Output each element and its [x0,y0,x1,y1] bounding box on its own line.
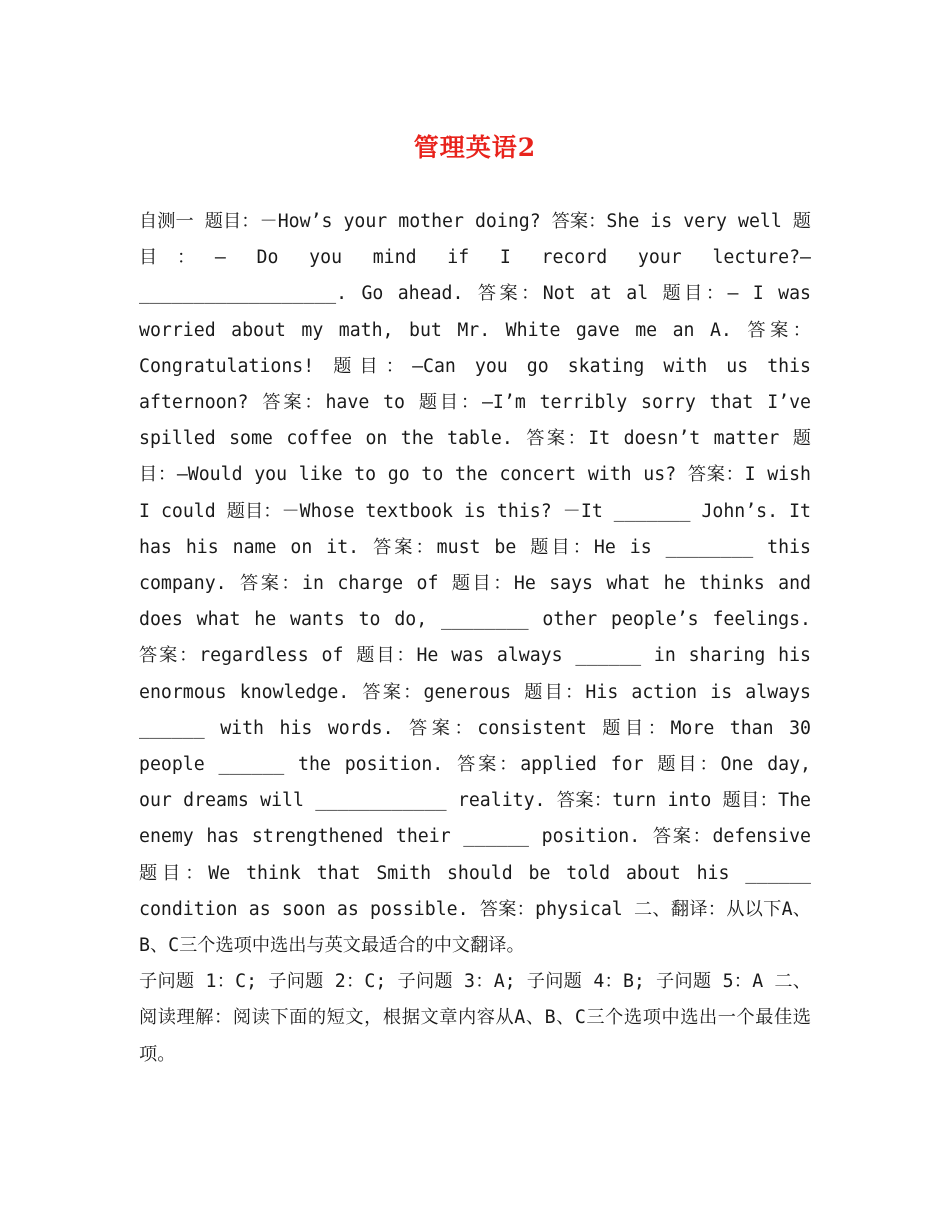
paragraph-answers: 自测一 题目：－How’s your mother doing? 答案：She is very well 题目：— Do you mind if I record your lecture?—__________________. Go ahead. 答案：Not at al 题目：— I was worried about my math, but Mr. White gave me an A. 答案：Congratulations! 题目：—Can you go skating with us this afternoon? 答案：have to 题目：—I’m terribly sorry that I’ve spilled some coffee on the table. 答案：It doesn’t matter 题目：—Would you like to go to the concert with us? 答案：I wish I could 题目：－Whose textbook is this? －It _______ John’s. It has his name on it. 答案：must be 题目：He is ________ this company. 答案：in charge of 题目：He says what he thinks and does what he wants to do, ________ other people’s feelings. 答案：regardless of 题目：He was always ______ in sharing his enormous knowledge. 答案：generous 题目：His action is always ______ with his words. 答案：consistent 题目：More than 30 people ______ the position. 答案：applied for 题目：One day, our dreams will ____________ reality. 答案：turn into 题目：The enemy has strengthened their ______ position. 答案：defensive 题目：We think that Smith should be told about his ______ condition as soon as possible. 答案：physical 二、翻译：从以下A、B、C三个选项中选出与英文最适合的中文翻译。 [139,211,811,957]
document-body [139,204,811,1073]
document-title: 管理英语2 [413,133,537,162]
paragraph-subquestions: 子问题 1：C; 子问题 2：C; 子问题 3：A; 子问题 4：B; 子问题 5：A 二、阅读理解：阅读下面的短文，根据文章内容从A、B、C三个选项中选出一个最佳选项。 [139,971,811,1065]
